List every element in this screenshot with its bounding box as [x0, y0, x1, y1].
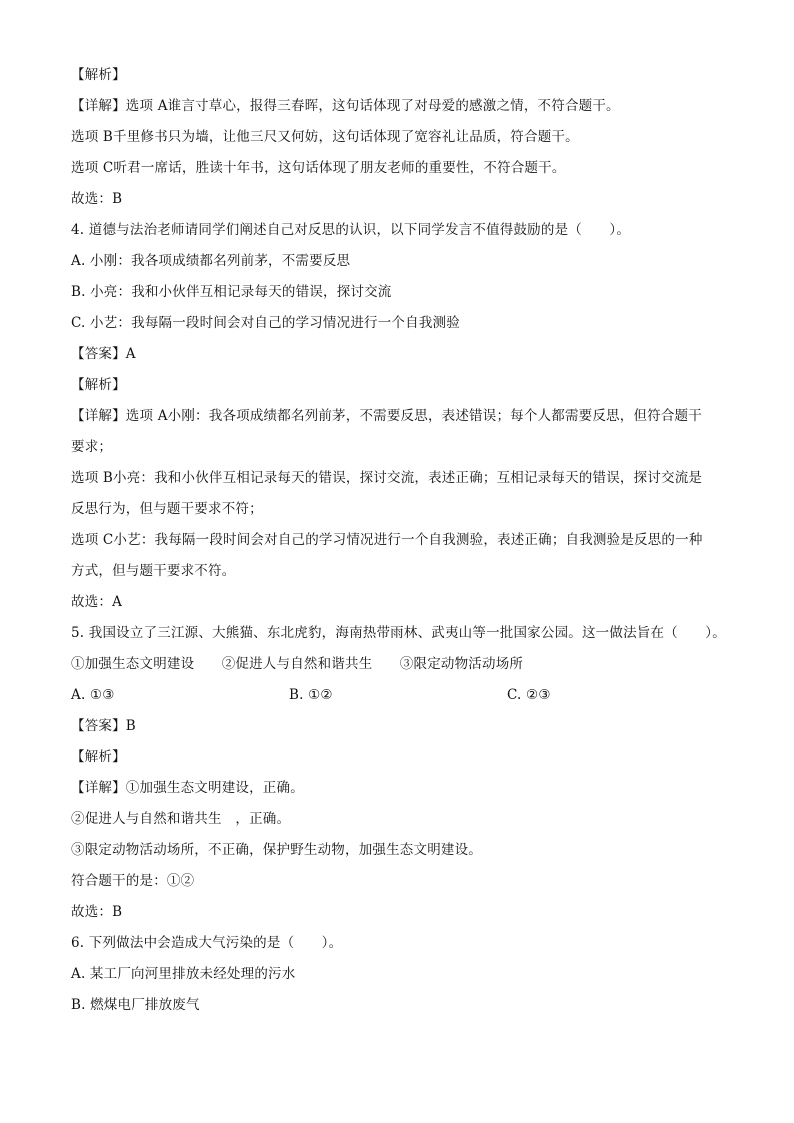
q5-detail-3: ③限定动物活动场所，不正确，保护野生动物，加强生态文明建设。 — [71, 842, 482, 858]
q4-option-a: A. 小刚：我各项成绩都名列前茅，不需要反思 — [71, 253, 351, 269]
q5-analysis-label: 【解析】 — [71, 749, 126, 765]
q3-option-c-analysis: 选项 C听君一席话，胜读十年书，这句话体现了朋友老师的重要性，不符合题干。 — [71, 160, 566, 176]
q4-option-c-analysis-2: 方式，但与题干要求不符。 — [71, 563, 236, 579]
q5-option-c: C. ②③ — [507, 687, 551, 703]
q5-option-b: B. ①② — [289, 687, 333, 703]
q5-options — [71, 682, 731, 713]
q5-detail-1: 【详解】①加强生态文明建设，正确。 — [71, 780, 304, 796]
q3-detail: 【详解】选项 A谁言寸草心，报得三春晖，这句话体现了对母爱的感激之情，不符合题干。 — [71, 98, 620, 114]
q4-option-b-analysis-2: 反思行为，但与题干要求不符； — [71, 501, 263, 517]
q4-analysis-label: 【解析】 — [71, 377, 126, 393]
q5-option-a: A. ①③ — [71, 687, 115, 703]
q3-choice: 故选：B — [71, 191, 123, 207]
q4-question: 4. 道德与法治老师请同学们阐述自己对反思的认识，以下同学发言不值得鼓励的是（ ）。 — [71, 222, 631, 238]
q4-option-b: B. 小亮：我和小伙伴互相记录每天的错误，探讨交流 — [71, 284, 392, 300]
q5-detail-2: ②促进人与自然和谐共生 ，正确。 — [71, 811, 291, 827]
q3-analysis-label: 【解析】 — [71, 67, 126, 83]
q3-option-b-analysis: 选项 B千里修书只为墙，让他三尺又何妨，这句话体现了宽容礼让品质，符合题干。 — [71, 129, 579, 145]
q4-answer: 【答案】A — [71, 346, 136, 362]
document-page — [71, 62, 731, 1023]
q4-option-c-analysis-1: 选项 C小艺：我每隔一段时间会对自己的学习情况进行一个自我测验，表述正确；自我测验是反思的一种 — [71, 532, 703, 548]
q4-option-b-analysis-1: 选项 B小亮：我和小伙伴互相记录每天的错误，探讨交流，表述正确；互相记录每天的错误，探讨交流是 — [71, 470, 703, 486]
q4-option-c: C. 小艺：我每隔一段时间会对自己的学习情况进行一个自我测验 — [71, 315, 460, 331]
q4-detail-line-1: 【详解】选项 A小刚：我各项成绩都名列前茅，不需要反思，表述错误；每个人都需要反思，但符合题干 — [71, 408, 702, 424]
q5-answer: 【答案】B — [71, 718, 136, 734]
q6-option-b: B. 燃煤电厂排放废气 — [71, 997, 200, 1013]
q6-question: 6. 下列做法中会造成大气污染的是（ ）。 — [71, 935, 343, 951]
q5-statements: ①加强生态文明建设 ②促进人与自然和谐共生 ③限定动物活动场所 — [71, 656, 524, 672]
q5-conclusion: 符合题干的是：①② — [71, 873, 195, 889]
q5-choice: 故选：B — [71, 904, 123, 920]
q4-detail-line-2: 要求； — [71, 439, 113, 455]
q4-choice: 故选：A — [71, 594, 123, 610]
q6-option-a: A. 某工厂向河里排放未经处理的污水 — [71, 966, 296, 982]
q5-question: 5. 我国设立了三江源、大熊猫、东北虎豹，海南热带雨林、武夷山等一批国家公园。这一做法旨在（ ）。 — [71, 625, 726, 641]
